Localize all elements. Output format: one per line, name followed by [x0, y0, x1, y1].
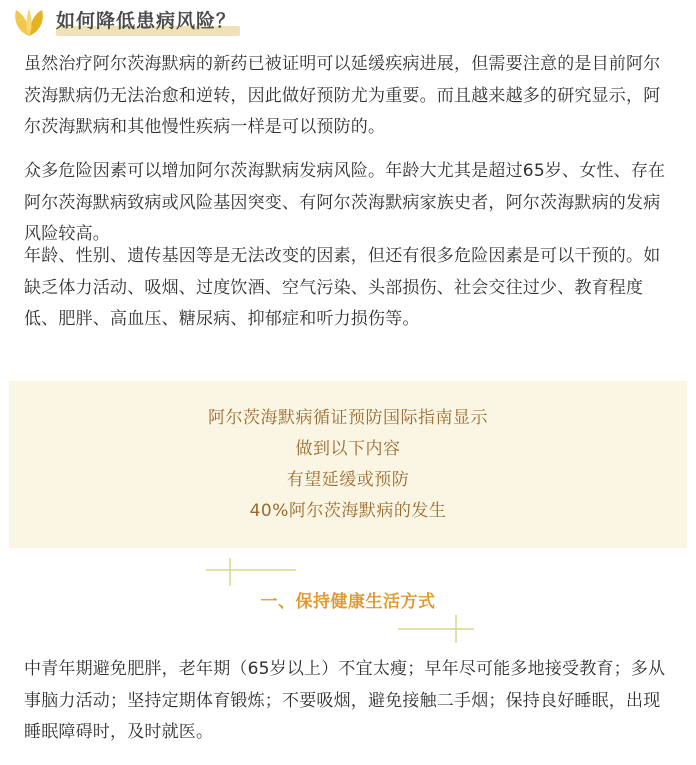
paragraph-lifestyle: 中青年期避免肥胖，老年期（65岁以上）不宜太瘦；早年尽可能多地接受教育；多从事脑力活动；坚持定期体育锻炼；不要吸烟，避免接触二手烟；保持良好睡眠，出现睡眠障碍时，及时就医。 [24, 659, 666, 742]
decorative-cross-top-left [206, 558, 296, 588]
paragraph-intro: 虽然治疗阿尔茨海默病的新药已被证明可以延缓疾病进展，但需要注意的是目前阿尔茨海默病仍无法治愈和逆转，因此做好预防尤为重要。而且越来越多的研究显示，阿尔茨海默病和其他慢性疾病一样是可以预防的。 [24, 54, 661, 137]
decorative-cross-bottom-right [398, 615, 478, 645]
leaf-icon [10, 6, 48, 38]
callout-line: 40%阿尔茨海默病的发生 [249, 501, 447, 521]
callout-line: 做到以下内容 [295, 439, 401, 459]
guideline-callout [9, 381, 687, 548]
paragraph-modifiable-factors: 年龄、性别、遗传基因等是无法改变的因素，但还有很多危险因素是可以干预的。如缺乏体力活动、吸烟、过度饮酒、空气污染、头部损伤、社会交往过少、教育程度低、肥胖、高血压、糖尿病、抑郁症和听力损伤等。 [24, 246, 661, 329]
paragraph-risk-factors: 众多危险因素可以增加阿尔茨海默病发病风险。年龄大尤其是超过65岁、女性、存在阿尔茨海默病致病或风险基因突变、有阿尔茨海默病家族史者，阿尔茨海默病的发病风险较高。 [24, 161, 666, 244]
callout-line: 有望延缓或预防 [286, 470, 410, 490]
section-header [8, 6, 688, 38]
callout-line: 阿尔茨海默病循证预防国际指南显示 [208, 408, 488, 428]
subsection-title: 一、保持健康生活方式 [260, 592, 436, 612]
section-title: 如何降低患病风险？ [56, 10, 237, 32]
title-wrap [56, 8, 236, 36]
